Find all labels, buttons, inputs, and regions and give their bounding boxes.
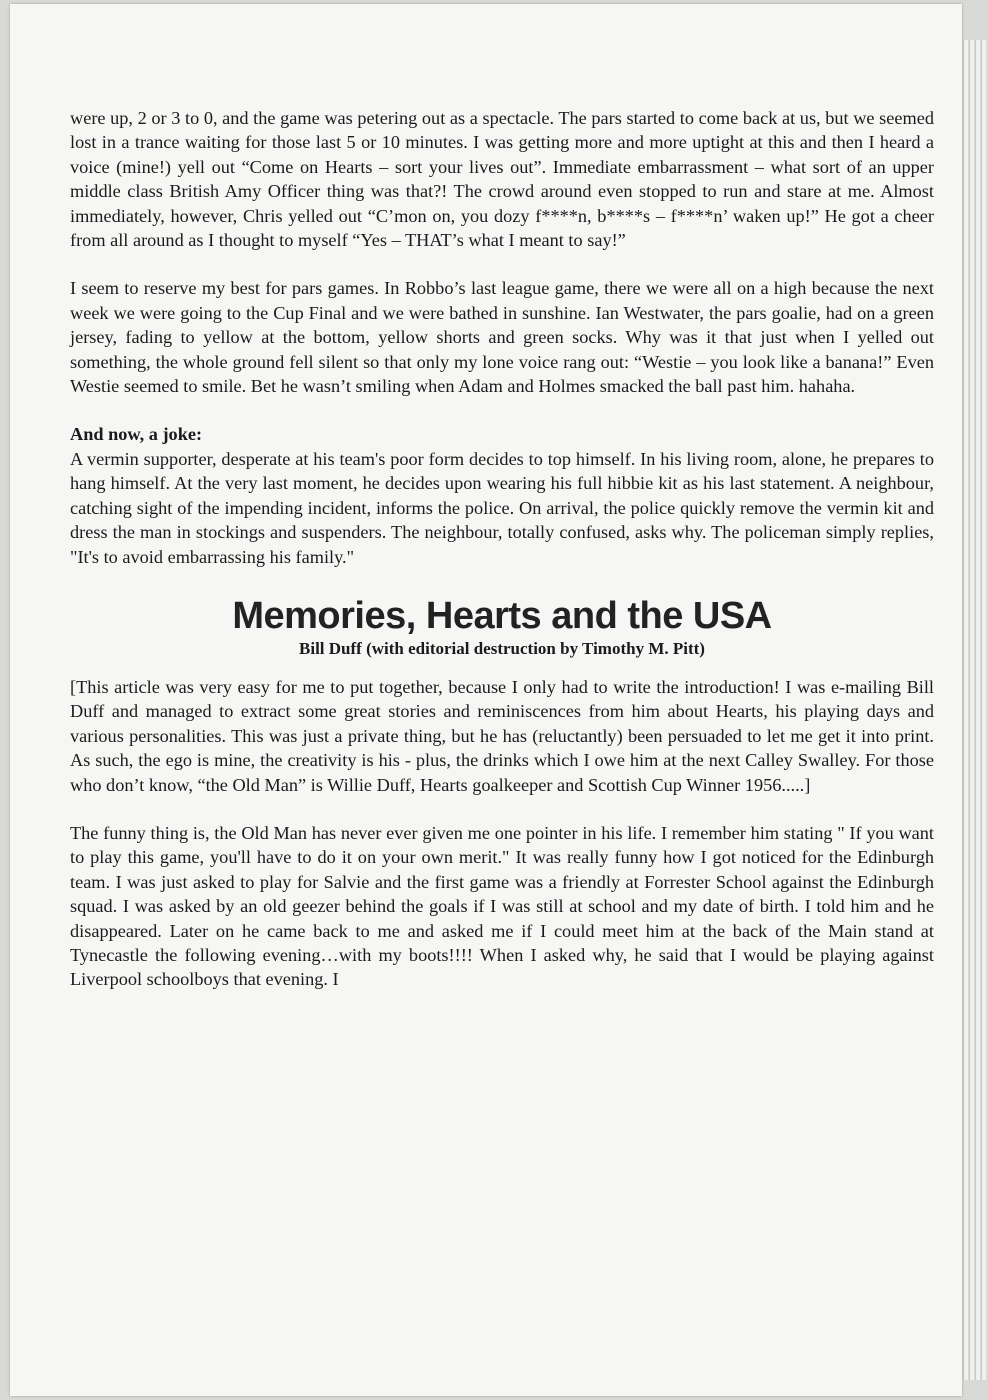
page-edge	[969, 40, 974, 1380]
article-intro: [This article was very easy for me to put together, because I only had to write the introduction! I was e-mailing Bill Duff and managed to extract some great stories and reminiscences from him about Hearts, his playing days and various personalities. This was just a private thing, but he has (reluctantly) been persuaded to let me get it into print. As such, the ego is mine, the creativity is his - plus, the drinks which I owe him at the next Calley Swalley. For those who don’t know, “the Old Man” is Willie Duff, Hearts goalkeeper and Scottish Cup Winner 1956.....]	[70, 676, 934, 795]
joke-text: A vermin supporter, desperate at his team's poor form decides to top himself. In his living room, alone, he prepares to hang himself. At the very last moment, he decides upon wearing his full hibbie kit as his last statement. A neighbour, catching sight of the impending incident, informs the police. On arrival, the police quickly remove the vermin kit and dress the man in stockings and suspenders. The neighbour, totally confused, asks why. The policeman simply replies, "It's to avoid embarrassing his family."	[70, 448, 934, 567]
article-title: Memories, Hearts and the USA	[232, 594, 772, 637]
paragraph-westie-banana: I seem to reserve my best for pars games. In Robbo’s last league game, there we were all on a high because the next week we were going to the Cup Final and we were bathed in sunshine. Ian Westwater, the pars goalie, had on a green jersey, fading to yellow at the bottom, yellow shorts and green socks. Why was it that just when I yelled out something, the whole ground fell silent so that only my lone voice rang out: “Westie – you look like a banana!” Even Westie seemed to smile. Bet he wasn’t smiling when Adam and Holmes smacked the ball past him. hahaha.	[70, 278, 934, 397]
page-edge	[981, 40, 986, 1380]
page-edge	[975, 40, 980, 1380]
article-byline: Bill Duff (with editorial destruction by Timothy M. Pitt)	[299, 638, 705, 658]
page-content	[70, 106, 934, 1016]
paragraph-pars-game: were up, 2 or 3 to 0, and the game was petering out as a spectacle. The pars started to come back at us, but we seemed lost in a trance waiting for those last 5 or 10 minutes. I was getting more and more uptight at this and then I heard a voice (mine!) yell out “Come on Hearts – sort your lives out”. Immediate embarrassment – what sort of an upper middle class British Amy Officer thing was that?! The crowd around even stopped to run and stare at me. Almost immediately, however, Chris yelled out “C’mon on, you dozy f****n, b****s – f****n’ waken up!” He got a cheer from all around as I thought to myself “Yes – THAT’s what I meant to say!”	[70, 108, 934, 251]
article-body: The funny thing is, the Old Man has never ever given me one pointer in his life. I remember him stating " If you want to play this game, you'll have to do it on your own merit." It was really funny how I got noticed for the Edinburgh team. I was just asked to play for Salvie and the first game was a friendly at Forrester School against the Edinburgh squad. I was asked by an old geezer behind the goals if I was still at school and my date of birth. I told him and he disappeared. Later on he came back to me and asked me if I could meet him at the back of the Main stand at Tynecastle the following evening…with my boots!!!! When I asked why, he said that I would be playing against Liverpool schoolboys that evening. I	[70, 822, 934, 990]
page-edge	[963, 40, 968, 1380]
joke-heading: And now, a joke:	[70, 424, 203, 445]
magazine-page	[10, 4, 962, 1396]
